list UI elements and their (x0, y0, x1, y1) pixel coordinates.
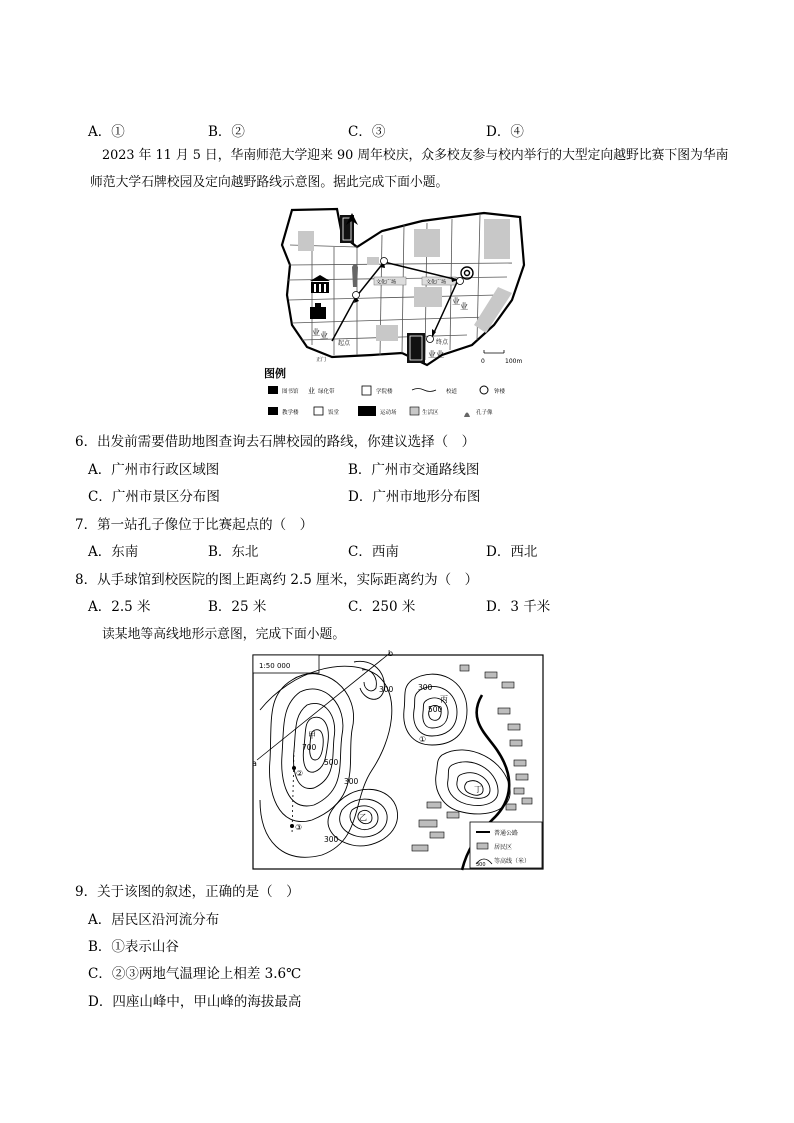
option-a: A．① (88, 124, 125, 140)
svg-text:丁: 丁 (474, 785, 482, 794)
svg-text:500: 500 (324, 758, 339, 767)
svg-text:甲: 甲 (308, 731, 316, 740)
svg-text:运动场: 运动场 (380, 410, 397, 416)
svg-text:孔子像: 孔子像 (476, 410, 493, 416)
question-6-option-d: D．广州市地形分布图 (348, 489, 481, 505)
question-7-option-c: C．西南 (348, 544, 399, 560)
svg-text:等高线（米）: 等高线（米） (494, 858, 531, 865)
svg-text:居民区: 居民区 (494, 844, 513, 851)
question-8-option-b: B．25 米 (208, 599, 267, 615)
svg-text:绿化带: 绿化带 (318, 389, 335, 395)
point-b-label: b (388, 650, 394, 658)
question-7-option-b: B．东北 (208, 544, 259, 560)
question-9-option-d: D．四座山峰中，甲山峰的海拔最高 (88, 994, 302, 1010)
question-8-option-d: D．3 千米 (486, 599, 551, 615)
svg-text:业: 业 (452, 297, 460, 306)
start-label: 起点 (338, 340, 351, 347)
campus-route-map (262, 205, 532, 430)
svg-text:校道: 校道 (446, 389, 458, 395)
svg-text:业: 业 (428, 350, 436, 359)
svg-text:业: 业 (460, 302, 468, 311)
question-6-option-b: B．广州市交通路线图 (348, 462, 480, 478)
question-7-option-d: D．西北 (486, 544, 538, 560)
svg-text:丙: 丙 (440, 695, 448, 704)
svg-text:300: 300 (379, 685, 394, 694)
svg-text:教学楼: 教学楼 (282, 410, 299, 416)
contour-map-legend (470, 822, 542, 868)
option-b: B．② (208, 124, 245, 140)
svg-text:图书馆: 图书馆 (282, 389, 299, 395)
question-8-stem: 8．从手球馆到校医院的图上距离约 2.5 厘米，实际距离约为（ ） (75, 572, 479, 588)
question-6-stem: 6．出发前需要借助地图查询去石牌校园的路线，你建议选择（ ） (75, 434, 476, 450)
svg-text:学院楼: 学院楼 (376, 389, 393, 395)
svg-text:500: 500 (428, 705, 443, 714)
question-8-option-c: C．250 米 (348, 599, 416, 615)
gate-label: 正门 (316, 357, 327, 363)
question-9-option-b: B．①表示山谷 (88, 939, 179, 955)
question-8-option-a: A．2.5 米 (88, 599, 151, 615)
svg-text:业: 业 (312, 328, 320, 337)
svg-text:①: ① (419, 735, 427, 744)
svg-text:300: 300 (418, 683, 433, 692)
intro-paragraph-2: 读某地等高线地形示意图，完成下面小题。 (102, 627, 346, 642)
question-9-stem: 9．关于该图的叙述，正确的是（ ） (75, 884, 300, 900)
question-7-stem: 7．第一站孔子像位于比赛起点的（ ） (75, 517, 314, 533)
question-6-option-c: C．广州市景区分布图 (88, 489, 220, 505)
culture-plaza-label-1: 文化广场 (376, 279, 397, 286)
svg-text:生活区: 生活区 (422, 410, 439, 416)
svg-text:业: 业 (308, 387, 315, 395)
svg-text:300: 300 (344, 777, 359, 786)
question-7-option-a: A．东南 (88, 544, 139, 560)
question-9-option-a: A．居民区沿河流分布 (88, 912, 220, 928)
svg-text:业: 业 (436, 350, 444, 359)
map-scale-text: 1:50 000 (259, 662, 291, 670)
culture-plaza-label-2: 文化广场 (426, 279, 447, 286)
svg-text:100m: 100m (505, 358, 523, 365)
question-6-option-a: A．广州市行政区域图 (88, 462, 220, 478)
confucius-statue-icon (352, 264, 358, 287)
svg-text:钟楼: 钟楼 (494, 389, 506, 395)
option-d: D．④ (486, 124, 524, 140)
option-c: C．③ (348, 124, 386, 140)
svg-text:饭堂: 饭堂 (328, 410, 340, 416)
question-9-option-c: C．②③两地气温理论上相差 3.6℃ (88, 966, 302, 982)
legend-title: 图例 (264, 367, 286, 380)
svg-text:300: 300 (476, 862, 486, 868)
intro-paragraph-1: 2023 年 11 月 5 日，华南师范大学迎来 90 周年校庆，众多校友参与校内举行的大型定向越野比赛下图为华南师范大学石牌校园及定向越野路线示意图。据此完成下面小题。 (90, 148, 729, 190)
svg-text:300: 300 (324, 835, 339, 844)
svg-text:③: ③ (295, 823, 303, 832)
map-legend (268, 386, 506, 417)
finish-label: 终点 (436, 339, 449, 346)
svg-text:0: 0 (481, 358, 485, 365)
svg-text:普通公路: 普通公路 (494, 830, 519, 837)
svg-text:700: 700 (302, 743, 317, 752)
svg-text:乙: 乙 (359, 813, 367, 822)
contour-map (252, 650, 545, 872)
svg-text:业: 业 (320, 331, 328, 340)
svg-text:②: ② (296, 769, 304, 778)
scale-bar (481, 350, 522, 365)
point-a-label: a (252, 759, 257, 768)
